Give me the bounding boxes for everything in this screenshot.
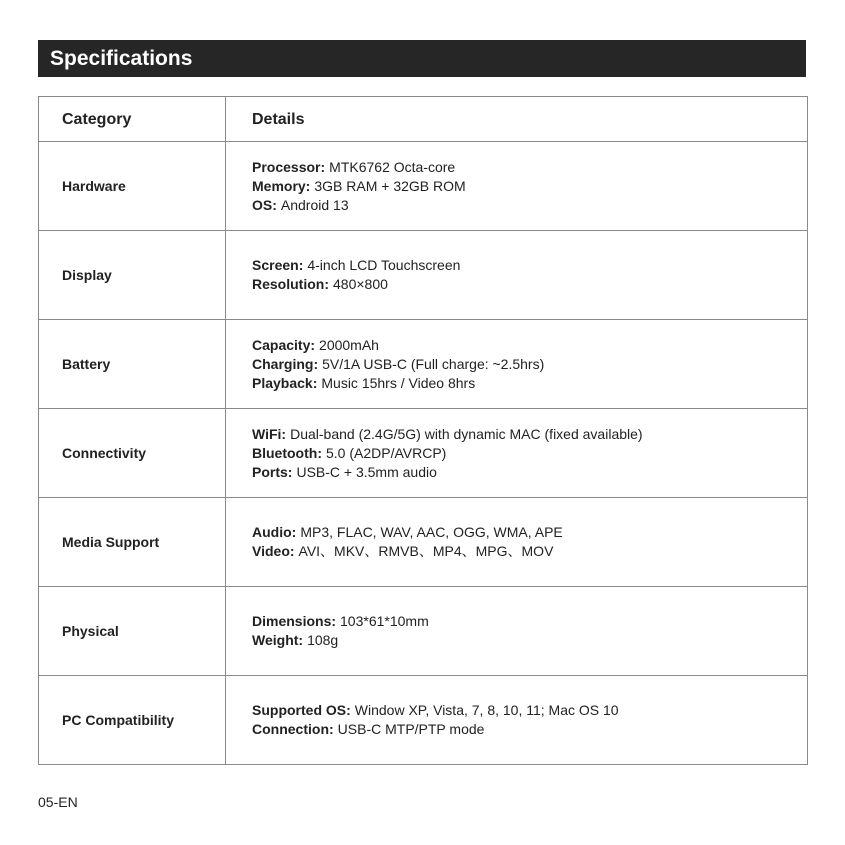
detail-value: 108g (307, 632, 339, 648)
detail-label: Charging: (252, 355, 319, 372)
detail-line (252, 256, 806, 275)
detail-line (252, 275, 806, 294)
detail-line (252, 425, 806, 444)
detail-label: Video: (252, 543, 295, 559)
table-row (39, 676, 808, 765)
category-cell: Display (39, 231, 226, 320)
detail-label: Supported OS: (252, 702, 351, 718)
table-row (39, 142, 808, 231)
detail-label: Processor: (252, 158, 326, 175)
detail-value: Window XP, Vista, 7, 8, 10, 11; Mac OS 10 (354, 702, 619, 718)
detail-label: Capacity: (252, 336, 316, 353)
detail-value: Dual-band (2.4G/5G) with dynamic MAC (fixed available) (290, 425, 643, 442)
detail-line (252, 336, 806, 355)
table-row (39, 320, 808, 409)
detail-line (252, 631, 806, 650)
detail-label: Playback: (252, 374, 318, 391)
table-row (39, 498, 808, 587)
category-cell: Media Support (39, 498, 226, 587)
category-cell: Hardware (39, 142, 226, 231)
detail-line (252, 463, 806, 482)
details-cell (226, 231, 808, 320)
detail-value: MP3, FLAC, WAV, AAC, OGG, WMA, APE (300, 524, 563, 540)
page-number: 05-EN (38, 794, 78, 810)
column-header-category: Category (39, 97, 226, 142)
detail-value: 5.0 (A2DP/AVRCP) (325, 444, 447, 461)
detail-label: Bluetooth: (252, 444, 322, 461)
detail-line (252, 444, 806, 463)
page-title: Specifications (38, 40, 806, 77)
table-row (39, 409, 808, 498)
column-header-details: Details (226, 97, 808, 142)
detail-value: MTK6762 Octa-core (329, 158, 456, 175)
detail-value: Music 15hrs / Video 8hrs (321, 374, 476, 391)
detail-line (252, 196, 806, 215)
details-cell (226, 142, 808, 231)
detail-line (252, 158, 806, 177)
details-cell (226, 320, 808, 409)
detail-label: WiFi: (252, 425, 287, 442)
detail-label: Ports: (252, 463, 293, 480)
detail-line (252, 374, 806, 393)
table-row (39, 587, 808, 676)
detail-line (252, 701, 806, 720)
detail-label: Screen: (252, 257, 304, 273)
details-cell (226, 676, 808, 765)
detail-value: 4-inch LCD Touchscreen (307, 257, 461, 273)
detail-label: Memory: (252, 177, 311, 194)
detail-value: 103*61*10mm (340, 613, 429, 629)
detail-line (252, 355, 806, 374)
detail-value: 2000mAh (319, 336, 379, 353)
table-row (39, 231, 808, 320)
detail-value: 3GB RAM + 32GB ROM (314, 177, 466, 194)
detail-line (252, 612, 806, 631)
detail-line (252, 177, 806, 196)
detail-line (252, 542, 806, 561)
detail-value: 480×800 (333, 276, 388, 292)
detail-label: OS: (252, 196, 277, 213)
detail-line (252, 523, 806, 542)
details-cell (226, 498, 808, 587)
detail-label: Resolution: (252, 276, 329, 292)
category-cell: PC Compatibility (39, 676, 226, 765)
detail-value: AVI、MKV、RMVB、MP4、MPG、MOV (298, 543, 554, 559)
detail-label: Weight: (252, 632, 304, 648)
detail-label: Dimensions: (252, 613, 337, 629)
detail-value: Android 13 (280, 196, 349, 213)
table-header-row (39, 97, 808, 142)
details-cell (226, 409, 808, 498)
detail-line (252, 720, 806, 739)
category-cell: Connectivity (39, 409, 226, 498)
category-cell: Battery (39, 320, 226, 409)
detail-value: 5V/1A USB-C (Full charge: ~2.5hrs) (322, 355, 545, 372)
category-cell: Physical (39, 587, 226, 676)
detail-value: USB-C MTP/PTP mode (337, 721, 485, 737)
details-cell (226, 587, 808, 676)
specifications-table (38, 96, 808, 765)
detail-label: Connection: (252, 721, 334, 737)
detail-value: USB-C + 3.5mm audio (296, 463, 437, 480)
detail-label: Audio: (252, 524, 297, 540)
